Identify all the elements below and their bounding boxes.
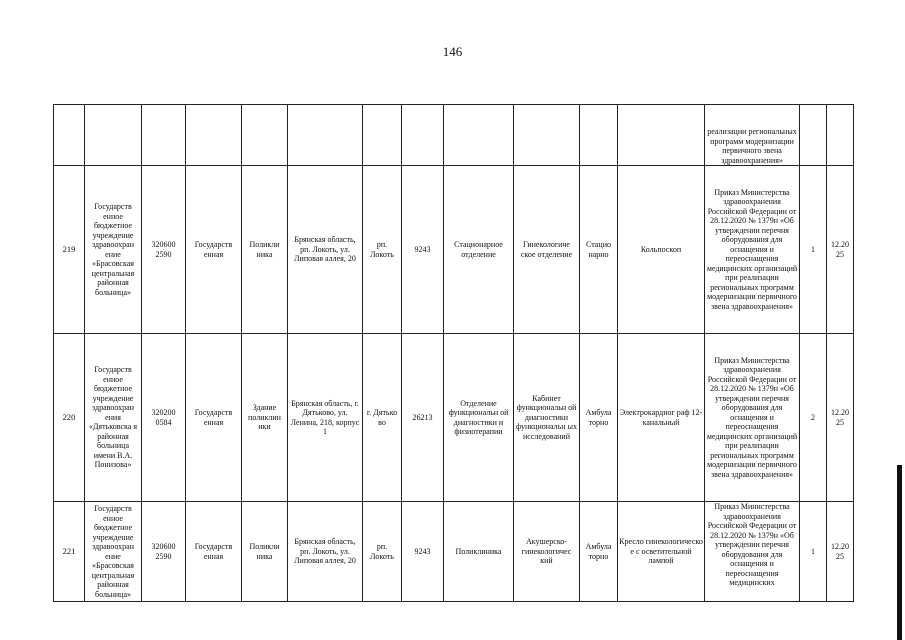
cell-locality: г. Дятько во xyxy=(363,334,402,502)
cell-org: Государств енное бюджетное учреждение здравоохран ение «Брасовская центральная районная больница» xyxy=(85,166,142,334)
cell-equipment: Электрокардиог раф 12-канальный xyxy=(618,334,705,502)
cell-division: Отделение функциональн ой диагностики и физиотерапии xyxy=(444,334,514,502)
cell-care-type: Амбула торно xyxy=(580,502,618,602)
cell-building: Здание поликлин ики xyxy=(242,334,288,502)
cell-locality: рп. Локоть xyxy=(363,166,402,334)
cell-date: 12.20 25 xyxy=(827,166,854,334)
cell-oktmo: 26213 xyxy=(402,334,444,502)
cell-care-type: Стацио нарно xyxy=(580,166,618,334)
cell-qty: 1 xyxy=(800,502,827,602)
table-row xyxy=(54,502,854,602)
page-number: 146 xyxy=(442,44,463,59)
cell-date: 12.20 25 xyxy=(827,334,854,502)
cell-division: Стационарное отделение xyxy=(444,166,514,334)
cell-oktmo xyxy=(402,105,444,166)
cell-subdivision xyxy=(514,105,580,166)
cell-code: 320200 0584 xyxy=(142,334,186,502)
cell-equipment: Кольпоскоп xyxy=(618,166,705,334)
cell-org: Государств енное бюджетное учреждение здравоохран ение «Брасовская центральная районная больница» xyxy=(85,502,142,602)
cell-ownership: Государств енная xyxy=(186,166,242,334)
cell-subdivision: Гинекологиче ское отделение xyxy=(514,166,580,334)
scan-edge-mark xyxy=(897,465,902,640)
cell-subdivision: Акушерско-гинекологичес кий xyxy=(514,502,580,602)
cell-building: Поликли ника xyxy=(242,502,288,602)
cell-building: Поликли ника xyxy=(242,166,288,334)
cell-building xyxy=(242,105,288,166)
cell-address: Брянская область, г. Дятьково, ул. Ленина, 218, корпус 1 xyxy=(288,334,363,502)
cell-address xyxy=(288,105,363,166)
cell-basis: реализации региональных программ модернизации первичного звена здравоохранения» xyxy=(705,105,800,166)
equipment-table xyxy=(53,104,854,602)
cell-num: 219 xyxy=(54,166,85,334)
cell-address: Брянская область, рп. Локоть, ул. Липовая аллея, 20 xyxy=(288,166,363,334)
cell-org: Государств енное бюджетное учреждение здравоохран ения «Дятьковска я районная больница имени В.А. Понизова» xyxy=(85,334,142,502)
cell-locality xyxy=(363,105,402,166)
cell-ownership: Государств енная xyxy=(186,502,242,602)
cell-qty: 1 xyxy=(800,166,827,334)
cell-ownership: Государств енная xyxy=(186,334,242,502)
cell-division xyxy=(444,105,514,166)
cell-code xyxy=(142,105,186,166)
cell-care-type: Амбула торно xyxy=(580,334,618,502)
cell-qty xyxy=(800,105,827,166)
cell-basis: Приказ Министерства здравоохранения Российской Федерации от 28.12.2020 № 1379н «Об утверждении перечня оборудования для оснащения и переоснащения медицинских организаций при реализации региональных программ модернизации первичного звена здравоохранения» xyxy=(705,166,800,334)
cell-division: Поликлиника xyxy=(444,502,514,602)
cell-address: Брянская область, рп. Локоть, ул. Липовая аллея, 20 xyxy=(288,502,363,602)
table-row-continuation xyxy=(54,105,854,166)
table-row xyxy=(54,334,854,502)
cell-oktmo: 9243 xyxy=(402,502,444,602)
cell-oktmo: 9243 xyxy=(402,166,444,334)
cell-basis: Приказ Министерства здравоохранения Российской Федерации от 28.12.2020 № 1379н «Об утверждении перечня оборудования для оснащения и переоснащения медицинских организаций при реализации региональных программ модернизации первичного звена здравоохранения» xyxy=(705,334,800,502)
cell-qty: 2 xyxy=(800,334,827,502)
cell-code: 320600 2590 xyxy=(142,502,186,602)
cell-equipment: Кресло гинекологическо е с осветительной лампой xyxy=(618,502,705,602)
cell-code: 320600 2590 xyxy=(142,166,186,334)
cell-org xyxy=(85,105,142,166)
cell-equipment xyxy=(618,105,705,166)
cell-num: 220 xyxy=(54,334,85,502)
cell-subdivision: Кабинет функциональн ой диагностики функциональн ых исследований xyxy=(514,334,580,502)
table-row xyxy=(54,166,854,334)
cell-care-type xyxy=(580,105,618,166)
cell-date xyxy=(827,105,854,166)
cell-locality: рп. Локоть xyxy=(363,502,402,602)
cell-ownership xyxy=(186,105,242,166)
cell-basis: Приказ Министерства здравоохранения Российской Федерации от 28.12.2020 № 1379н «Об утверждении перечня оборудования для оснащения и переоснащения медицинских xyxy=(705,502,800,602)
cell-num xyxy=(54,105,85,166)
cell-date: 12.20 25 xyxy=(827,502,854,602)
cell-num: 221 xyxy=(54,502,85,602)
